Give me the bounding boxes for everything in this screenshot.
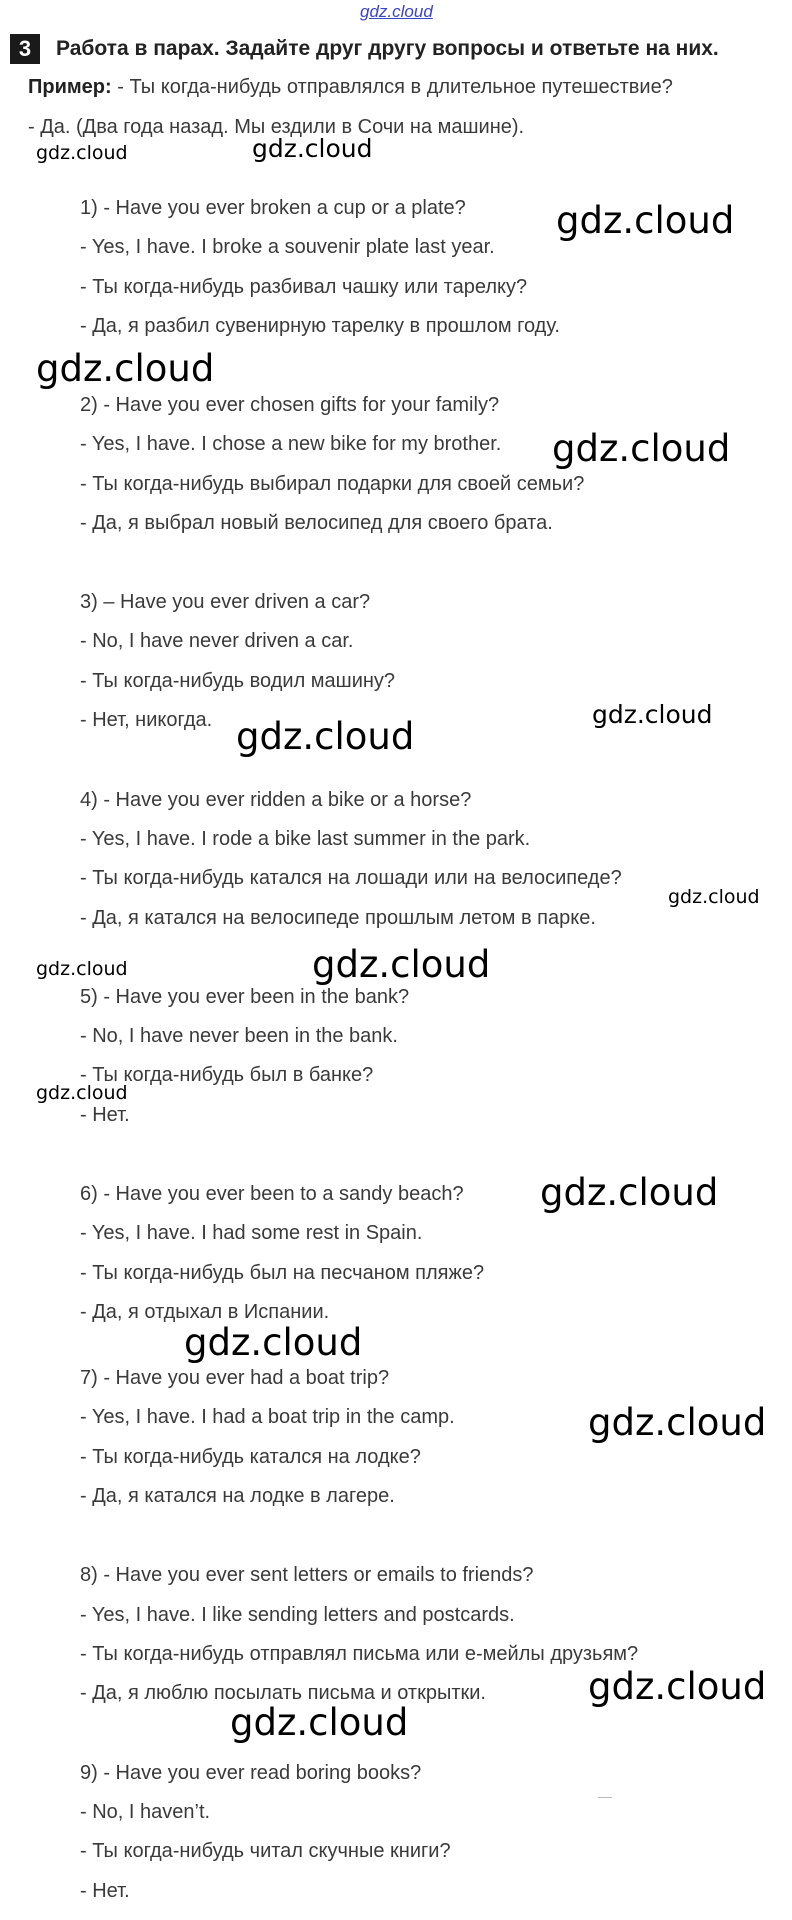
exercise-title: Работа в парах. Задайте друг другу вопросы и ответьте на них. bbox=[56, 37, 719, 60]
item-3-answer-translation: - Нет, никогда. bbox=[80, 709, 213, 731]
item-9-answer: - No, I haven’t. bbox=[80, 1801, 211, 1823]
watermark: gdz.cloud bbox=[552, 427, 731, 470]
watermark: gdz.cloud bbox=[36, 142, 128, 164]
item-6-answer-translation: - Да, я отдыхал в Испании. bbox=[80, 1301, 330, 1323]
item-7-answer-translation: - Да, я катался на лодке в лагере. bbox=[80, 1485, 395, 1507]
watermark: gdz.cloud bbox=[36, 958, 128, 980]
example-question-row bbox=[28, 74, 673, 100]
item-3-question: 3) – Have you ever driven a car? bbox=[80, 591, 371, 613]
watermark: gdz.cloud bbox=[230, 1701, 409, 1744]
item-9-question-translation: - Ты когда-нибудь читал скучные книги? bbox=[80, 1840, 451, 1862]
item-7-question-translation: - Ты когда-нибудь катался на лодке? bbox=[80, 1446, 421, 1468]
item-6-question-translation: - Ты когда-нибудь был на песчаном пляже? bbox=[80, 1262, 485, 1284]
item-8-question-translation: - Ты когда-нибудь отправлял письма или е-мейлы друзьям? bbox=[80, 1643, 639, 1665]
item-7-question: 7) - Have you ever had a boat trip? bbox=[80, 1367, 390, 1389]
item-6-answer: - Yes, I have. I had some rest in Spain. bbox=[80, 1222, 423, 1244]
example-question: - Ты когда-нибудь отправлялся в длительное путешествие? bbox=[111, 76, 673, 98]
watermark: gdz.cloud bbox=[592, 700, 713, 729]
exercise-number-badge: 3 bbox=[10, 34, 40, 64]
item-8-answer-translation: - Да, я люблю посылать письма и открытки. bbox=[80, 1682, 486, 1704]
item-3-question-translation: - Ты когда-нибудь водил машину? bbox=[80, 670, 396, 692]
item-4-question: 4) - Have you ever ridden a bike or a horse? bbox=[80, 789, 472, 811]
watermark: gdz.cloud bbox=[312, 943, 491, 986]
item-2-question: 2) - Have you ever chosen gifts for your family? bbox=[80, 394, 500, 416]
watermark: gdz.cloud bbox=[36, 1082, 128, 1104]
item-4-question-translation: - Ты когда-нибудь катался на лошади или на велосипеде? bbox=[80, 867, 622, 889]
watermark: gdz.cloud bbox=[36, 347, 215, 390]
watermark: gdz.cloud bbox=[252, 134, 373, 163]
watermark: gdz.cloud bbox=[588, 1665, 767, 1708]
item-5-question-translation: - Ты когда-нибудь был в банке? bbox=[80, 1064, 374, 1086]
item-1-question: 1) - Have you ever broken a cup or a plate? bbox=[80, 197, 466, 219]
item-8-question: 8) - Have you ever sent letters or emails to friends? bbox=[80, 1564, 534, 1586]
item-5-answer: - No, I have never been in the bank. bbox=[80, 1025, 398, 1047]
item-1-question-translation: - Ты когда-нибудь разбивал чашку или тарелку? bbox=[80, 276, 528, 298]
item-8-answer: - Yes, I have. I like sending letters and postcards. bbox=[80, 1604, 515, 1626]
item-1-answer-translation: - Да, я разбил сувенирную тарелку в прошлом году. bbox=[80, 315, 560, 337]
watermark: gdz.cloud bbox=[556, 199, 735, 242]
item-5-question: 5) - Have you ever been in the bank? bbox=[80, 986, 410, 1008]
item-2-answer-translation: - Да, я выбрал новый велосипед для своего брата. bbox=[80, 512, 553, 534]
item-5-answer-translation: - Нет. bbox=[80, 1104, 130, 1126]
item-6-question: 6) - Have you ever been to a sandy beach? bbox=[80, 1183, 464, 1205]
example-answer: - Да. (Два года назад. Мы ездили в Сочи на машине). bbox=[28, 116, 525, 138]
divider-mark bbox=[598, 1797, 612, 1798]
item-1-answer: - Yes, I have. I broke a souvenir plate last year. bbox=[80, 236, 495, 258]
item-9-answer-translation: - Нет. bbox=[80, 1880, 130, 1902]
item-3-answer: - No, I have never driven a car. bbox=[80, 630, 354, 652]
watermark: gdz.cloud bbox=[668, 886, 760, 908]
item-9-question: 9) - Have you ever read boring books? bbox=[80, 1762, 422, 1784]
watermark-top-link: gdz.cloud bbox=[360, 2, 433, 21]
watermark: gdz.cloud bbox=[540, 1171, 719, 1214]
watermark: gdz.cloud bbox=[588, 1401, 767, 1444]
item-4-answer-translation: - Да, я катался на велосипеде прошлым летом в парке. bbox=[80, 907, 596, 929]
item-2-answer: - Yes, I have. I chose a new bike for my brother. bbox=[80, 433, 502, 455]
example-label: Пример: bbox=[28, 76, 112, 98]
watermark: gdz.cloud bbox=[184, 1321, 363, 1364]
watermark: gdz.cloud bbox=[236, 715, 415, 758]
item-7-answer: - Yes, I have. I had a boat trip in the camp. bbox=[80, 1406, 455, 1428]
item-2-question-translation: - Ты когда-нибудь выбирал подарки для своей семьи? bbox=[80, 473, 585, 495]
item-4-answer: - Yes, I have. I rode a bike last summer in the park. bbox=[80, 828, 531, 850]
